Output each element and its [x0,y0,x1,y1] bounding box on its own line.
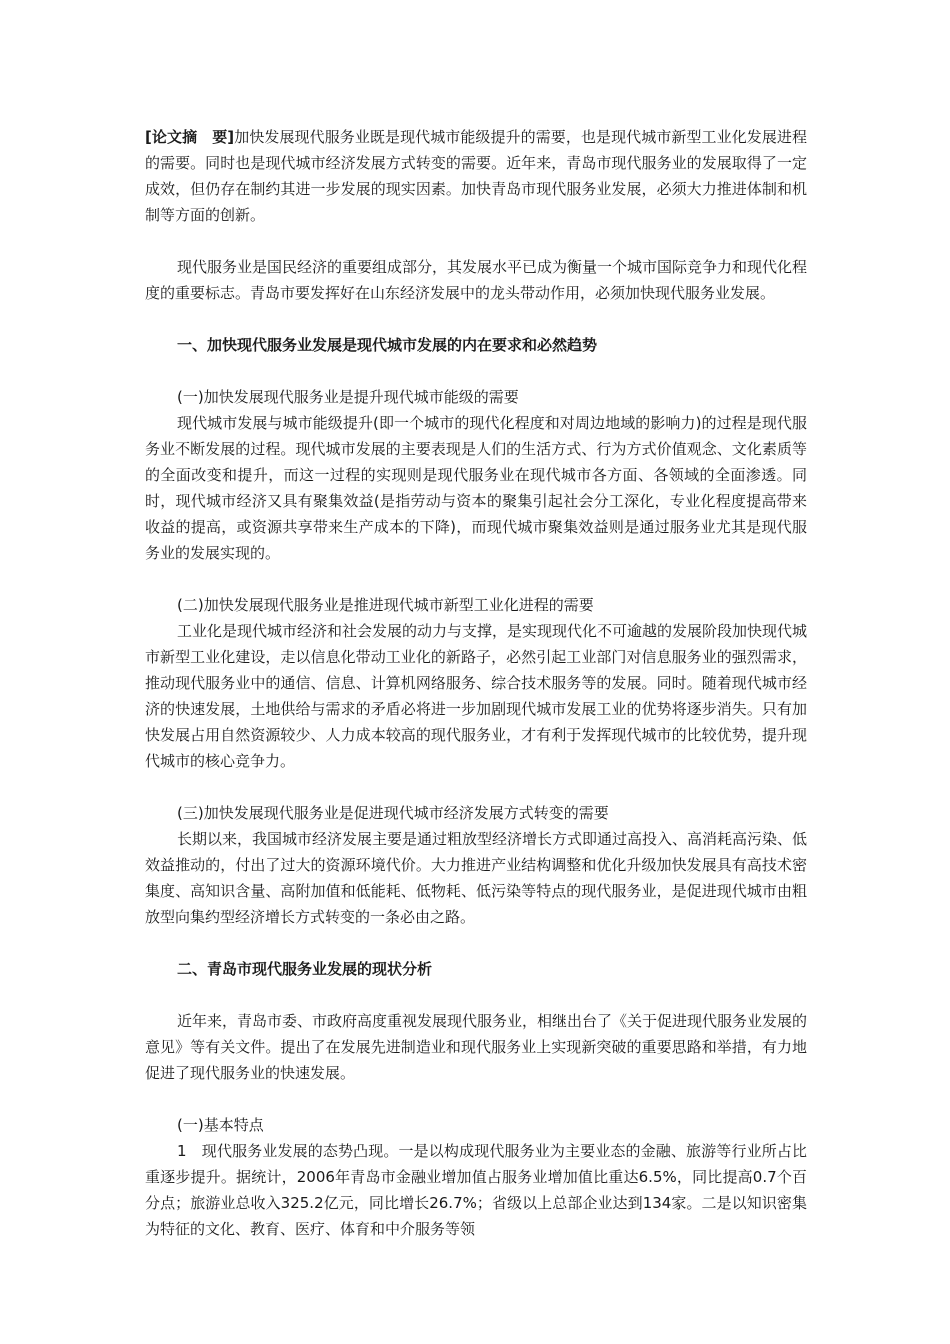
section1-sub3-body: 长期以来，我国城市经济发展主要是通过粗放型经济增长方式即通过高投入、高消耗高污染、低效益推动的，付出了过大的资源环境代价。大力推进产业结构调整和优化升级加快发展具有高技术密集度、高知识含量、高附加值和低能耗、低物耗、低污染等特点的现代服务业，是促进现代城市由粗放型向集约型经济增长方式转变的一条必由之路。 [145,830,808,926]
section2-intro: 近年来，青岛市委、市政府高度重视发展现代服务业，相继出台了《关于促进现代服务业发展的意见》等有关文件。提出了在发展先进制造业和现代服务业上实现新突破的重要思路和举措，有力地促进了现代服务业的快速发展。 [145,1012,808,1082]
intro-paragraph: 现代服务业是国民经济的重要组成部分，其发展水平已成为衡量一个城市国际竞争力和现代化程度的重要标志。青岛市要发挥好在山东经济发展中的龙头带动作用，必须加快现代服务业发展。 [145,258,808,302]
section1-sub3-title: (三)加快发展现代服务业是促进现代城市经济发展方式转变的需要 [177,804,609,822]
abstract-label: [论文摘 要] [145,128,235,146]
abstract-paragraph [145,124,807,228]
document-page [145,124,807,1242]
abstract-text: 加快发展现代服务业既是现代城市能级提升的需要，也是现代城市新型工业化发展进程的需要。同时也是现代城市经济发展方式转变的需要。近年来，青岛市现代服务业的发展取得了一定成效，但仍存在制约其进一步发展的现实因素。加快青岛市现代服务业发展，必须大力推进体制和机制等方面的创新。 [145,128,807,224]
section1-sub1-body: 现代城市发展与城市能级提升(即一个城市的现代化程度和对周边地域的影响力)的过程是现代服务业不断发展的过程。现代城市发展的主要表现是人们的生活方式、行为方式价值观念、文化素质等的全面改变和提升，而这一过程的实现则是现代服务业在现代城市各方面、各领域的全面渗透。同时，现代城市经济又具有聚集效益(是指劳动与资本的聚集引起社会分工深化，专业化程度提高带来收益的提高，或资源共享带来生产成本的下降)，而现代城市聚集效益则是通过服务业尤其是现代服务业的发展实现的。 [145,414,807,562]
section1-sub1-title: (一)加快发展现代服务业是提升现代城市能级的需要 [177,388,519,406]
section1-sub2-title: (二)加快发展现代服务业是推进现代城市新型工业化进程的需要 [177,596,594,614]
section1-sub2-body: 工业化是现代城市经济和社会发展的动力与支撑，是实现现代化不可逾越的发展阶段加快现代城市新型工业化建设，走以信息化带动工业化的新路子，必然引起工业部门对信息服务业的强烈需求，推动现代服务业中的通信、信息、计算机网络服务、综合技术服务等的发展。同时。随着现代城市经济的快速发展，土地供给与需求的矛盾必将进一步加剧现代城市发展工业的优势将逐步消失。只有加快发展占用自然资源较少、人力成本较高的现代服务业，才有利于发挥现代城市的比较优势，提升现代城市的核心竞争力。 [145,622,808,770]
section2-sub1-point1: 1 现代服务业发展的态势凸现。一是以构成现代服务业为主要业态的金融、旅游等行业所占比重逐步提升。据统计，2006年青岛市金融业增加值占服务业增加值比重达6.5%，同比提高0.7个百分点；旅游业总收入325.2亿元，同比增长26.7%；省级以上总部企业达到134家。二是以知识密集为特征的文化、教育、医疗、体育和中介服务等领 [145,1142,808,1238]
section2-heading: 二、青岛市现代服务业发展的现状分析 [177,960,433,978]
section2-sub1-title: (一)基本特点 [177,1116,264,1134]
section1-heading: 一、加快现代服务业发展是现代城市发展的内在要求和必然趋势 [177,336,598,354]
